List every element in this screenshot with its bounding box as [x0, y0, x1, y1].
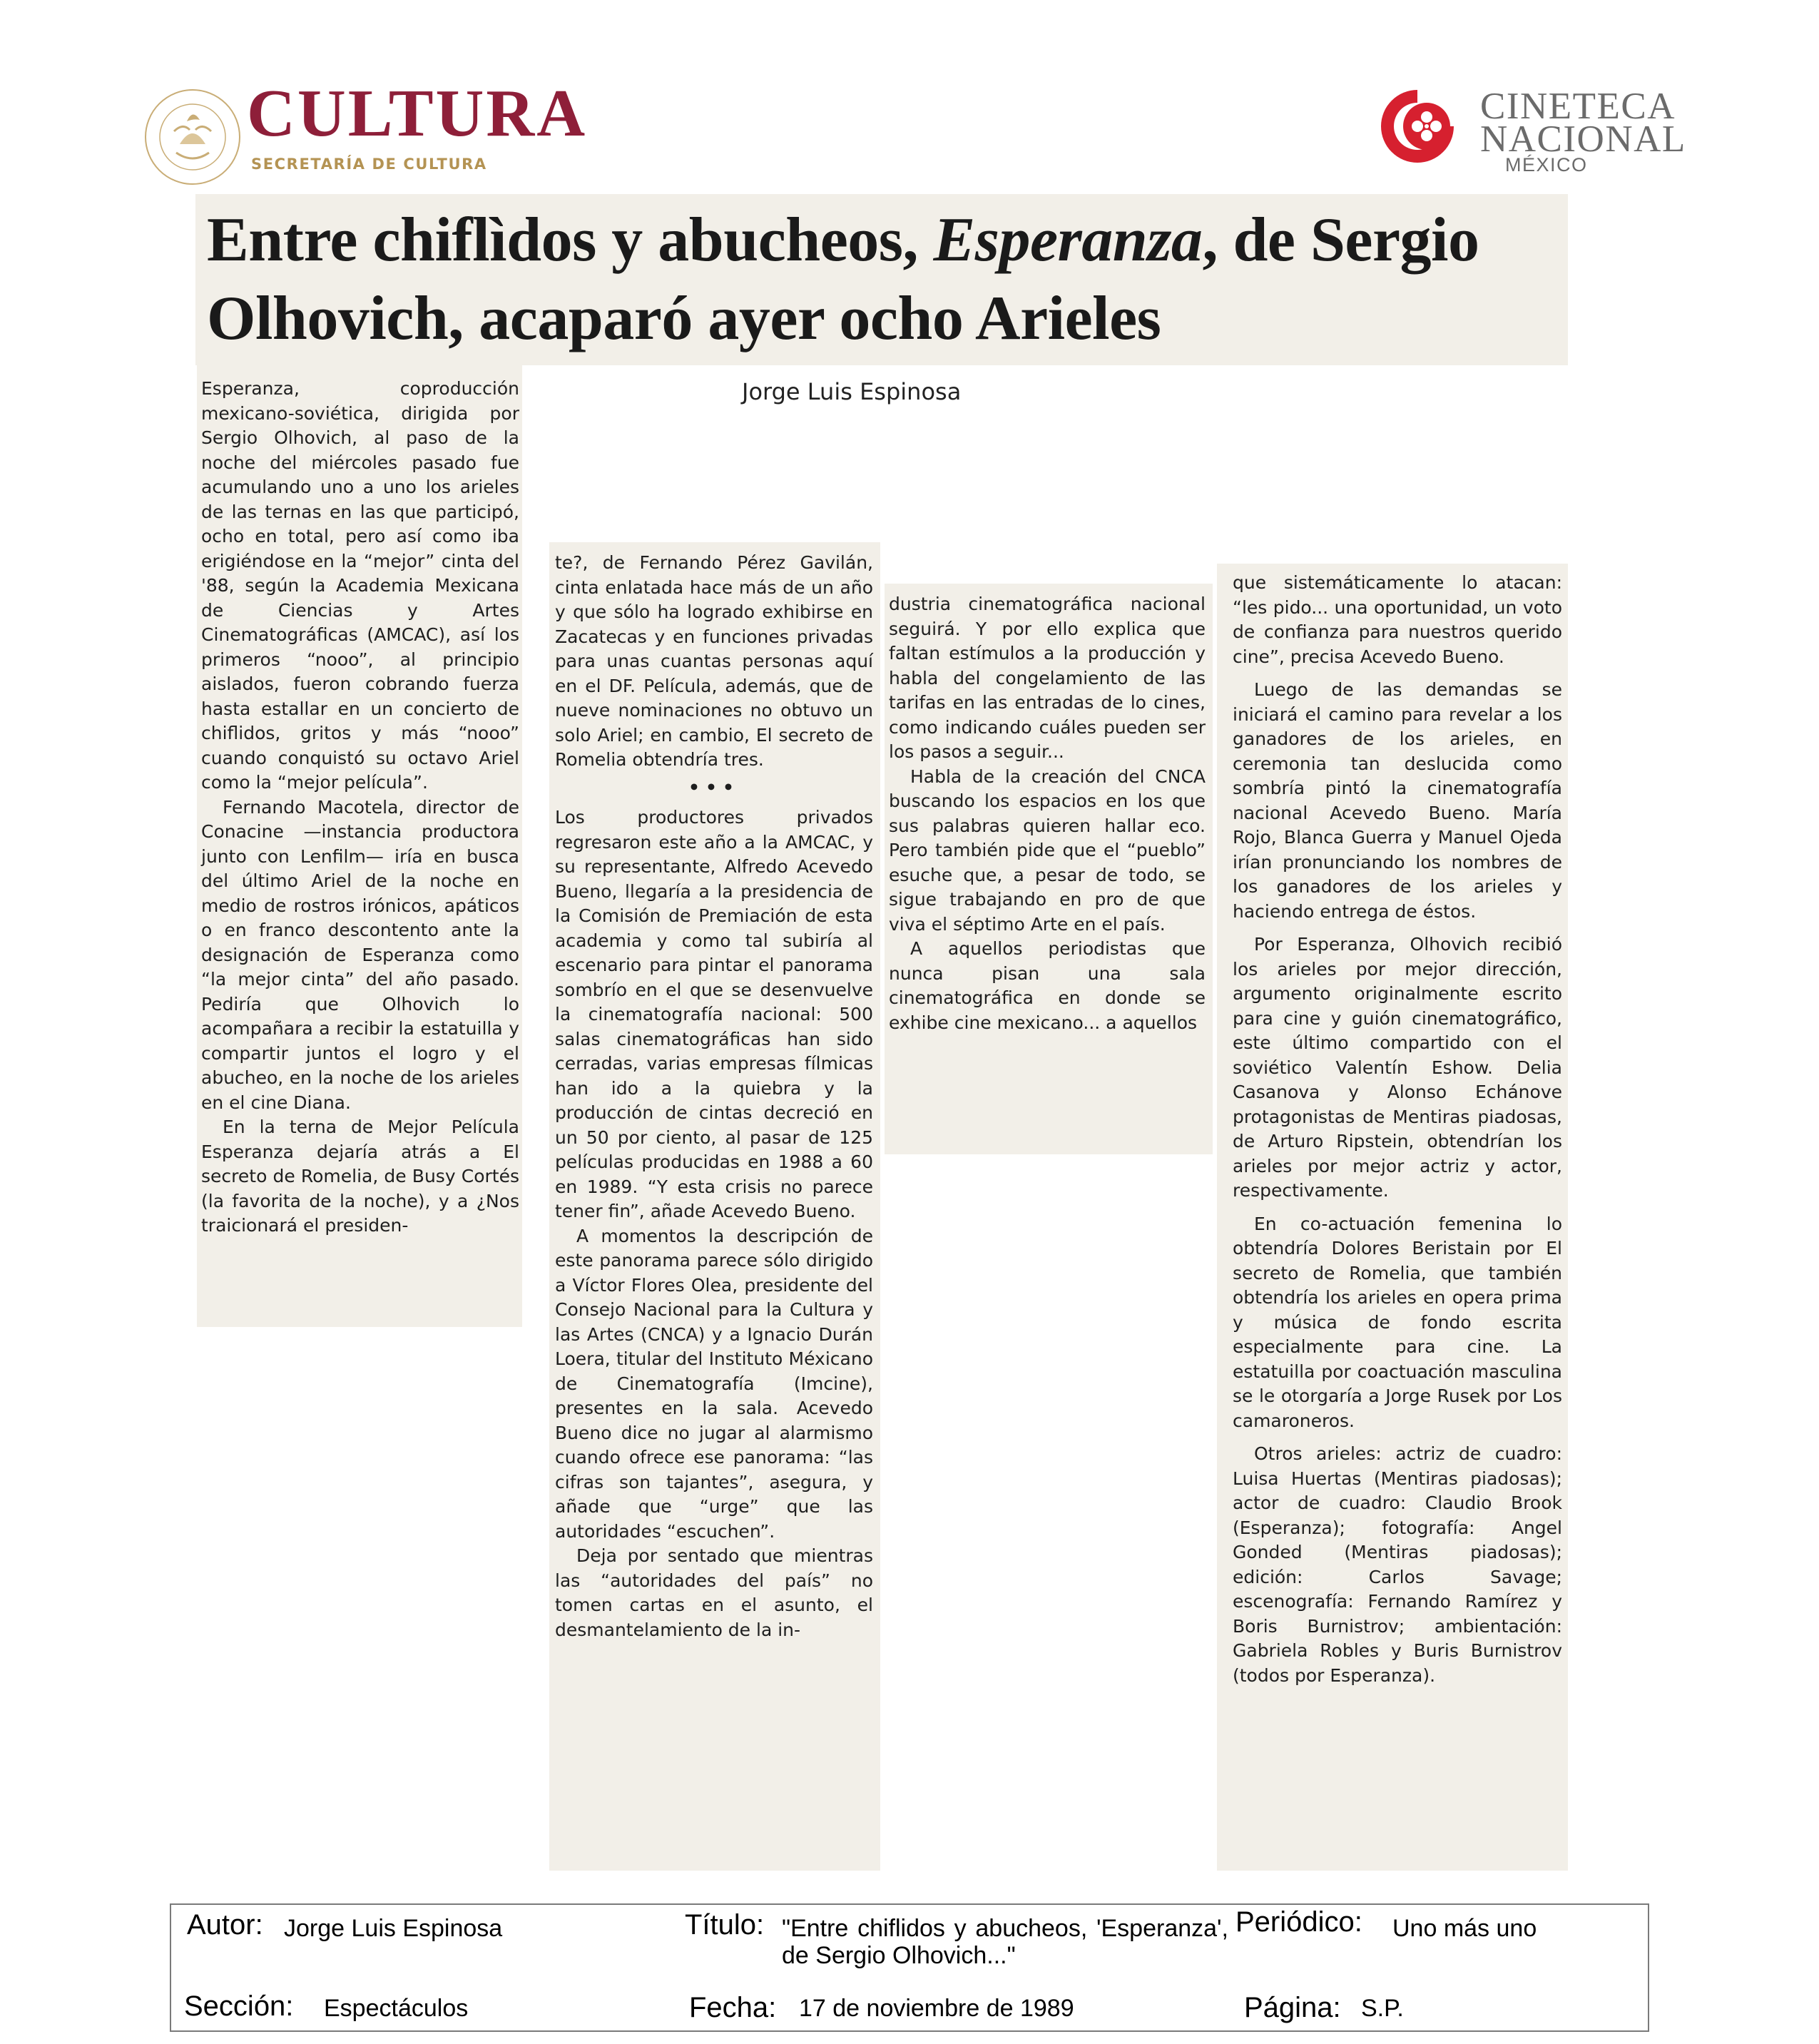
cineteca-logo-name — [1480, 86, 1686, 160]
seccion-value: Espectáculos — [324, 1995, 469, 2022]
paragraph: Otros arieles: actriz de cuadro: Luisa Huertas (Mentiras piadosas); actor de cuadro: Claudio Brook (Esperanza); fotografía: Angel Gonded (Mentiras piadosas); edición: Carlos Savage; escenografía: Fernando Ramírez y Boris Burnistrov; ambientación: Gabriela Robles y Buris Burnistrov (todos por Esperanza). — [1233, 1443, 1562, 1686]
pagina-label: Página: — [1244, 1992, 1341, 2023]
autor-label: Autor: — [187, 1909, 263, 1941]
titulo-label: Título: — [685, 1909, 765, 1941]
paragraph: dustria cinematográfica nacional seguirá. Y por ello explica que faltan estímulos a la producción y habla del congelamiento de las tarifas en las entradas de lo cines, como indicando cuáles pueden ser los pasos a seguir... — [889, 594, 1206, 762]
article-column-4 — [1233, 571, 1562, 1688]
paragraph: Los productores privados regresaron este año a la AMCAC, y su representante, Alfredo Acevedo Bueno, llegaría a la presidencia de la Comisión de Premiación de esta academia y como tal subiría al escenario para pintar el panorama sombrío en el que se desenvuelve la cinematografía nacional: 500 salas cinematográficas han sido cerradas, varias empresas fílmicas han ido a la quiebra y la producción de cintas decreció en un 50 por ciento, al pasar de 125 películas producidas en 1988 a 60 en 1989. “Y esta crisis no parece tener fin”, añade Acevedo Bueno. — [555, 807, 873, 1221]
pagina-value: S.P. — [1361, 1995, 1404, 2022]
cineteca-logo-country: MÉXICO — [1505, 154, 1588, 176]
periodico-value: Uno más uno — [1392, 1915, 1537, 1942]
fecha-label: Fecha: — [689, 1992, 777, 2023]
mexican-coat-of-arms-seal-icon — [137, 87, 248, 187]
paragraph: Fernando Macotela, director de Conacine —instancia productora junto con Lenfilm— iría en busca del último Ariel de la noche en medio de rostros irónicos, apáticos o en franco descontento ante la designación de Esperanza como “la mejor cinta” del año pasado. Pediría que Olhovich lo acompañara a recibir la estatuilla y compartir juntos el logro y el abucheo, en la noche de los arieles en el cine Diana. — [201, 796, 519, 1113]
titulo-value: "Entre chiflidos y abucheos, 'Esperanza', de Sergio Olhovich..." — [782, 1915, 1228, 1969]
paragraph: A momentos la descripción de este panorama parece sólo dirigido a Víctor Flores Olea, presidente del Consejo Nacional para la Cultura y las Artes (CNCA) y a Ignacio Durán Loera, titular del Instituto Méxicano de Cinematografía (Imcine), presentes en la sala. Acevedo Bueno dice no jugar al alarmismo cuando ofrece ese panorama: “las cifras son tajantes”, asegura, y añade que “urge” que las autoridades “escuchen”. — [555, 1225, 873, 1542]
paragraph: que sistemáticamente lo atacan: “les pido... una oportunidad, un voto de confianza para nuestros querido cine”, precisa Acevedo Bueno. — [1233, 572, 1562, 667]
headline-italic-title: Esperanza — [933, 205, 1203, 275]
article-column-3 — [889, 592, 1206, 1035]
headline-part2: , de Sergio Olhovich, acaparó ayer ocho Arieles — [207, 205, 1479, 353]
paragraph: Por Esperanza, Olhovich recibió los arieles por mejor dirección, argumento originalmente escrito para cine y guión cinematográfico, este último compartido con el soviético Valentín Eshow. Delia Casanova y Alonso Echánove protagonistas de Mentiras piadosas, de Arturo Ripstein, obtendrían los arieles por mejor actriz y actor, respectivamente. — [1233, 934, 1562, 1201]
paragraph: En la terna de Mejor Película Esperanza dejaría atrás a El secreto de Romelia, de Busy Cortés (la favorita de la noche), y a ¿Nos traicionará el presiden- — [201, 1117, 519, 1236]
article-headline — [207, 201, 1562, 358]
paragraph: A aquellos periodistas que nunca pisan una sala cinematográfica en donde se exhibe cine mexicano... a aquellos — [889, 938, 1206, 1033]
article-byline: Jorge Luis Espinosa — [742, 378, 962, 405]
paragraph: Luego de las demandas se iniciará el camino para revelar a los ganadores de los arieles, en ceremonia tan deslucida como sombría pintó la cinematografía nacional Acevedo Bueno. María Rojo, Blanca Guerra y Manuel Ojeda irían pronunciando los nombres de los ganadores de los arieles y haciendo entrega de éstos. — [1233, 679, 1562, 922]
paragraph: En co-actuación femenina lo obtendría Dolores Beristain por El secreto de Romelia, que también obtendría los arieles en opera prima y música de fondo escrita especialmente para cine. La estatuilla por coactuación masculina se le otorgaría a Jorge Rusek por Los camaroneros. — [1233, 1213, 1562, 1431]
paragraph: Esperanza, coproducción mexicano-soviética, dirigida por Sergio Olhovich, al paso de la noche del miércoles pasado fue acumulando uno a uno los arieles de las ternas en las que participó, ocho en total, pero así como iba erigiéndose en la “mejor” cinta del '88, según la Academia Mexicana de Ciencias y Artes Cinematográficas (AMCAC), así los primeros “nooo”, al principio aislados, fueron cobrando fuerza hasta estallar en un concierto de chiflidos, gritos y más “nooo” cuando conquistó su octavo Ariel como la “mejor película”. — [201, 378, 519, 793]
cineteca-line1: CINETECA — [1480, 86, 1676, 127]
autor-value: Jorge Luis Espinosa — [284, 1915, 503, 1942]
section-separator: ••• — [688, 776, 740, 798]
cultura-logo-title: CULTURA — [247, 76, 588, 151]
headline-part1: Entre chiflìdos y abucheos, — [207, 205, 934, 275]
article-column-2 — [555, 551, 873, 1642]
paragraph: Deja por sentado que mientras las “autoridades del país” no tomen cartas en el asunto, el desmantelamiento de la in- — [555, 1545, 873, 1640]
article-column-1 — [201, 377, 519, 1239]
cineteca-line2: NACIONAL — [1480, 118, 1686, 160]
paragraph: te?, de Fernando Pérez Gavilán, cinta enlatada hace más de un año y que sólo ha logrado exhibirse en Zacatecas y en funciones privadas para unas cuantas personas aquí en el DF. Película, además, que de nueve nominaciones no obtuvo un solo Ariel; en cambio, El secreto de Romelia obtendría tres. — [555, 552, 873, 770]
fecha-value: 17 de noviembre de 1989 — [799, 1995, 1074, 2022]
film-reel-icon — [1377, 86, 1458, 167]
seccion-label: Sección: — [184, 1990, 294, 2022]
periodico-label: Periódico: — [1235, 1906, 1362, 1938]
cultura-logo-subtitle: SECRETARÍA DE CULTURA — [251, 156, 487, 173]
paragraph: Habla de la creación del CNCA buscando los espacios en los que sus palabras quieren hallar eco. Pero también pide que el “pueblo” esuche que, a pesar de todo, se sigue trabajando en pro de que viva el séptimo Arte en el país. — [889, 766, 1206, 935]
